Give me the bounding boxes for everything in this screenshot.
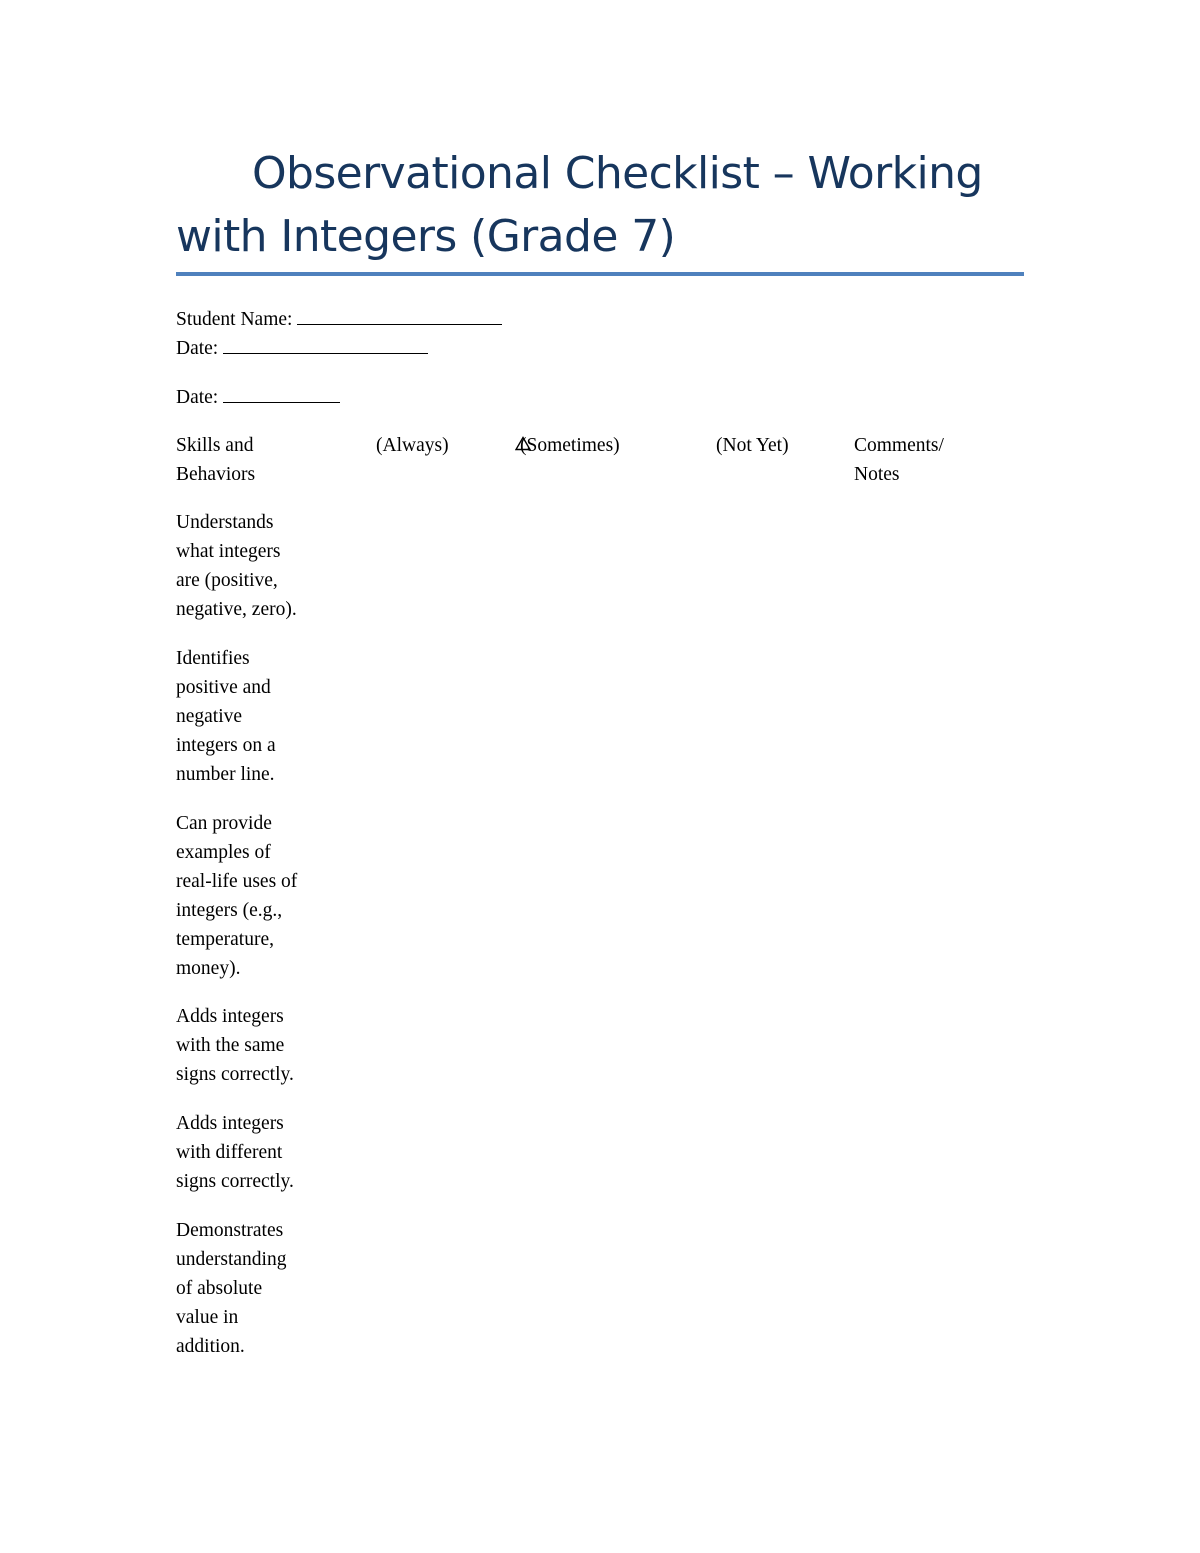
header-sometimes [515,431,620,461]
skill-row-4 [176,1002,326,1089]
skill-row-6-line: of absolute [176,1278,263,1299]
skill-row-6-line: understanding [176,1249,287,1270]
header-sometimes-label: (Sometimes) [520,435,620,456]
skill-row-2-line: negative [176,706,243,727]
header-comments-line1: Comments/ [854,435,944,456]
title-underline-rule [176,272,1024,276]
skill-row-3 [176,809,326,983]
header-not-yet-label: (Not Yet) [716,435,789,456]
skill-row-1-line: are (positive, [176,570,278,591]
skill-row-6-line: value in [176,1307,239,1328]
document-title [176,142,1024,268]
student-name-blank[interactable] [297,305,502,325]
date-label-2: Date: [176,387,219,408]
skill-row-5-line: with different [176,1142,283,1163]
header-always [376,431,449,460]
date-label-1: Date: [176,338,219,359]
date-blank-2[interactable] [223,383,340,403]
skill-row-4-line: with the same [176,1035,285,1056]
skill-row-1-line: Understands [176,512,274,533]
skill-row-1-line: negative, zero). [176,599,297,620]
skill-row-5-line: Adds integers [176,1113,284,1134]
student-name-field [176,305,502,334]
header-skills-line2: Behaviors [176,464,256,485]
skill-row-5 [176,1109,326,1196]
skill-row-3-line: temperature, [176,929,274,950]
skill-row-2-line: positive and [176,677,271,698]
date-blank-1[interactable] [223,334,428,354]
header-always-label: (Always) [376,435,449,456]
skill-row-2-line: number line. [176,764,275,785]
skill-row-3-line: Can provide [176,813,272,834]
skill-row-6-line: Demonstrates [176,1220,284,1241]
student-name-label: Student Name: [176,309,293,330]
skill-row-1-line: what integers [176,541,281,562]
skill-row-3-line: real-life uses of [176,871,298,892]
skill-row-5-line: signs correctly. [176,1171,294,1192]
skill-row-2 [176,644,326,789]
skill-row-3-line: examples of [176,842,271,863]
skill-row-1 [176,508,326,624]
date-field-2 [176,383,340,412]
skill-row-2-line: Identifies [176,648,250,669]
title-line-1: Observational Checklist – Working [252,148,983,199]
title-line-2: with Integers (Grade 7) [176,211,676,262]
skill-row-6-line: addition. [176,1336,245,1357]
date-field-1 [176,334,428,363]
header-comments-notes [854,431,984,489]
header-skills-behaviors [176,431,326,489]
header-not-yet [716,431,789,460]
skill-row-2-line: integers on a [176,735,276,756]
skill-row-4-line: signs correctly. [176,1064,294,1085]
skill-row-6 [176,1216,326,1361]
skill-row-3-line: integers (e.g., [176,900,283,921]
skill-row-4-line: Adds integers [176,1006,284,1027]
header-comments-line2: Notes [854,464,900,485]
header-skills-line1: Skills and [176,435,254,456]
skill-row-3-line: money). [176,958,241,979]
